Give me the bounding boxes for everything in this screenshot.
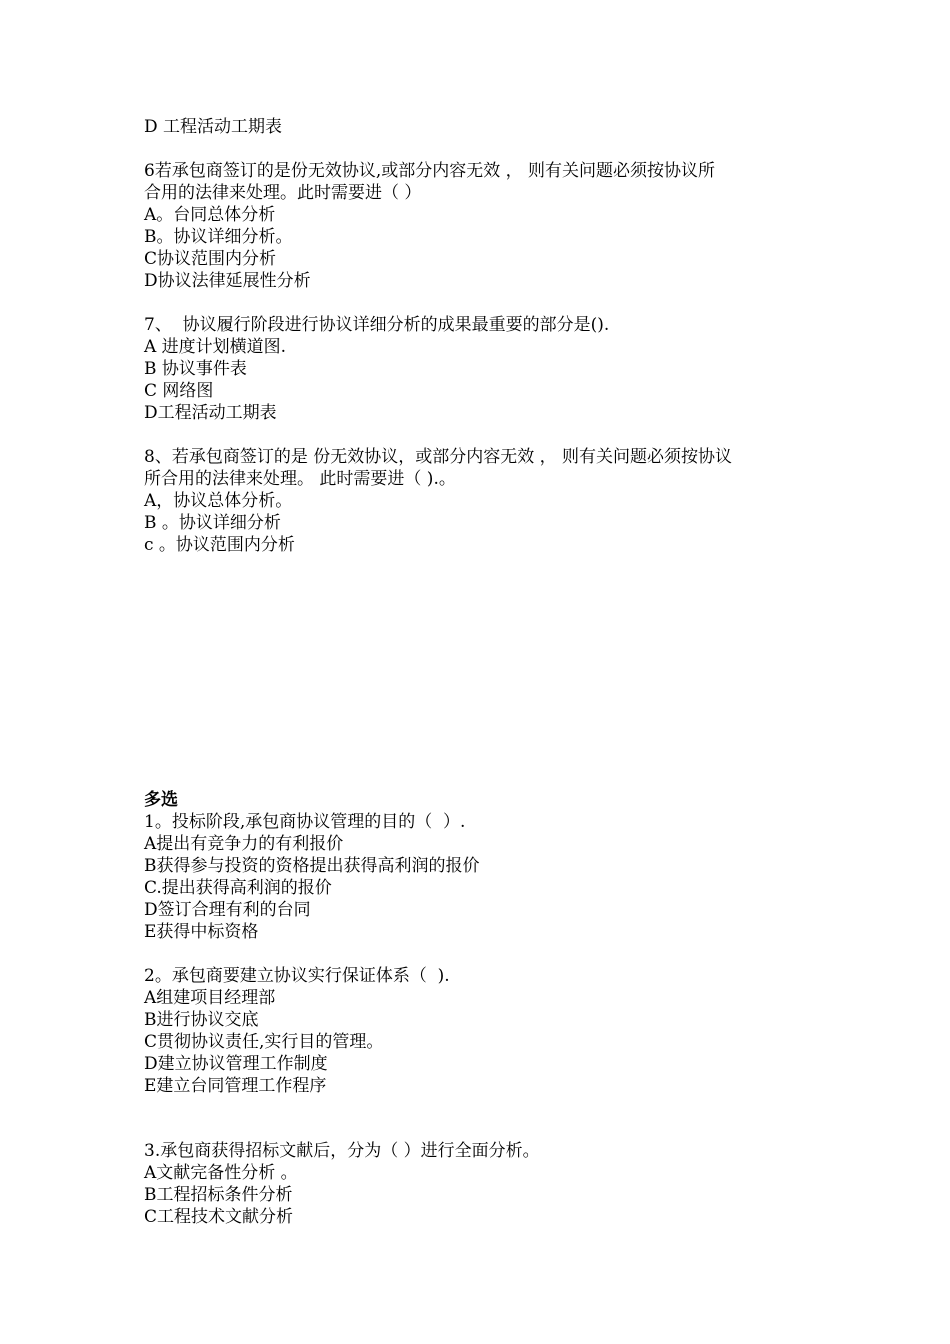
option-c: C.提出获得高利润的报价 (144, 878, 332, 898)
option-c: C协议范围内分析 (144, 249, 277, 269)
option-c: c 。协议范围内分析 (144, 535, 295, 555)
question-6-text: 6若承包商签订的是份无效协议,或部分内容无效 ， 则有关问题必须按协议所 (144, 161, 716, 181)
question-7-text: 7、 协议履行阶段进行协议详细分析的成果最重要的部分是(). (144, 315, 610, 335)
option-b: B进行协议交底 (144, 1010, 259, 1030)
mc-question-3-text: 3.承包商获得招标文献后，分为（ ）进行全面分析。 (144, 1141, 540, 1161)
question-8-text-cont: 所合用的法律来处理。 此时需要进（ ).。 (144, 469, 456, 489)
option-a: A提出有竞争力的有利报价 (144, 834, 344, 854)
option-a: A 进度计划横道图. (144, 337, 287, 357)
mc-question-1-text: 1。投标阶段,承包商协议管理的目的（ ）. (144, 812, 466, 832)
option-c: C贯彻协议责任,实行目的管理。 (144, 1032, 384, 1052)
option-a: A组建项目经理部 (144, 988, 276, 1008)
option-d: D建立协议管理工作制度 (144, 1054, 328, 1074)
option-b: B工程招标条件分析 (144, 1185, 293, 1205)
option-c: C 网络图 (144, 381, 214, 401)
text-line: D 工程活动工期表 (144, 117, 283, 137)
option-e: E建立台同管理工作程序 (144, 1076, 327, 1096)
option-b: B。协议详细分析。 (144, 227, 293, 247)
question-6-text-cont: 合用的法律来处理。此时需要进（ ） (144, 183, 422, 203)
option-a: A文献完备性分析 。 (144, 1163, 298, 1183)
option-b: B 。协议详细分析 (144, 513, 281, 533)
question-8-text: 8、若承包商签订的是 份无效协议，或部分内容无效 ， 则有关问题必须按协议 (144, 447, 733, 467)
option-d: D工程活动工期表 (144, 403, 277, 423)
option-a: A，协议总体分析。 (144, 491, 293, 511)
option-e: E获得中标资格 (144, 922, 259, 942)
option-d: D签订合理有利的台同 (144, 900, 311, 920)
option-a: A。台同总体分析 (144, 205, 276, 225)
mc-question-2-text: 2。承包商要建立协议实行保证体系（ ). (144, 966, 450, 986)
option-b: B 协议事件表 (144, 359, 247, 379)
section-heading: 多选 (144, 790, 178, 810)
option-d: D协议法律延展性分析 (144, 271, 311, 291)
option-b: B获得参与投资的资格提出获得高利润的报价 (144, 856, 480, 876)
option-c: C工程技术文献分析 (144, 1207, 294, 1227)
